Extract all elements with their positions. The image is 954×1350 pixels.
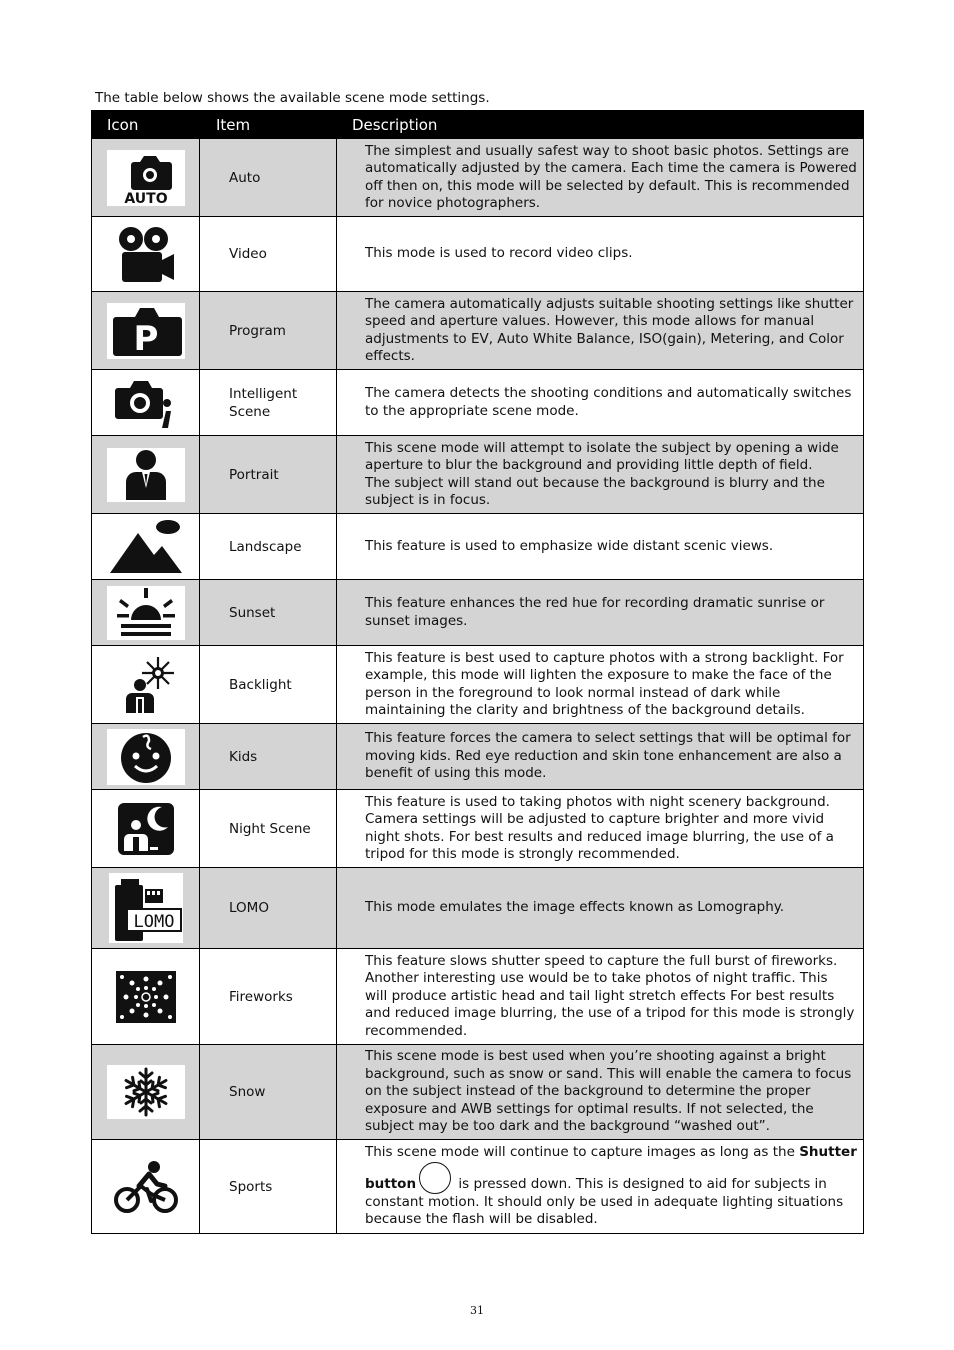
header-item: Item <box>200 111 337 139</box>
intelligent-scene-icon <box>114 374 178 432</box>
table-row <box>92 580 864 646</box>
table-row <box>92 949 864 1045</box>
table-row <box>92 1045 864 1140</box>
snowflake-icon <box>107 1065 185 1119</box>
item-name: Intelligent Scene <box>200 370 337 436</box>
scene-mode-table <box>91 110 864 1234</box>
kids-icon <box>107 729 185 785</box>
item-name: LOMO <box>200 868 337 949</box>
header-description: Description <box>337 111 864 139</box>
lomo-icon <box>109 873 183 943</box>
backlight-icon <box>116 655 176 715</box>
item-name: Video <box>200 217 337 292</box>
item-description: This mode is used to record video clips. <box>337 217 864 292</box>
item-description: This feature is used to emphasize wide distant scenic views. <box>337 514 864 580</box>
video-camera-icon <box>114 224 178 284</box>
item-name: Sunset <box>200 580 337 646</box>
svg-text:AUTO: AUTO <box>123 190 168 206</box>
header-icon: Icon <box>92 111 200 139</box>
item-description: This feature slows shutter speed to capture the full burst of fireworks. Another interesting use would be to take photos of night traffic. This will produce artistic head and tail light stretch effects For best results and reduced image blurring, the use of a tripod for this mode is strongly recommended. <box>337 949 864 1045</box>
svg-text:P: P <box>133 318 158 359</box>
shutter-button-label: Shutter button <box>365 1144 857 1192</box>
item-description: This feature enhances the red hue for recording dramatic sunrise or sunset images. <box>337 580 864 646</box>
table-header-row <box>92 111 864 139</box>
table-row <box>92 868 864 949</box>
svg-text:LOMO: LOMO <box>133 912 174 932</box>
shutter-button-icon <box>419 1162 451 1194</box>
page-number: 31 <box>470 1304 484 1317</box>
night-scene-icon <box>116 801 176 857</box>
table-row <box>92 1140 864 1234</box>
intro-text: The table below shows the available scene mode settings. <box>95 90 490 106</box>
item-description: This feature is used to taking photos with night scenery background. Camera settings will be adjusted to capture brighter and more vivid night shots. For best results and reduced image blurring, the use of a tripod for this mode is strongly recommended. <box>337 790 864 868</box>
item-description: The camera detects the shooting conditions and automatically switches to the appropriate scene mode. <box>337 370 864 436</box>
item-name: Portrait <box>200 436 337 514</box>
table-row <box>92 790 864 868</box>
item-name: Program <box>200 292 337 370</box>
table-row <box>92 724 864 790</box>
item-description: This feature is best used to capture photos with a strong backlight. For example, this mode will lighten the exposure to make the face of the person in the foreground to look normal instead of dark while maintaining the clarity and brightness of the background details. <box>337 646 864 724</box>
table-row <box>92 139 864 217</box>
item-name: Snow <box>200 1045 337 1140</box>
item-name: Sports <box>200 1140 337 1234</box>
item-name: Backlight <box>200 646 337 724</box>
table-row <box>92 436 864 514</box>
item-name: Kids <box>200 724 337 790</box>
table-row <box>92 646 864 724</box>
fireworks-icon <box>114 969 178 1025</box>
cyclist-icon <box>113 1159 179 1215</box>
item-description: This feature forces the camera to select settings that will be optimal for moving kids. Red eye reduction and skin tone enhancement are also a benefit of using this mode. <box>337 724 864 790</box>
item-name: Landscape <box>200 514 337 580</box>
item-name: Fireworks <box>200 949 337 1045</box>
landscape-icon <box>108 519 184 575</box>
item-description: The simplest and usually safest way to shoot basic photos. Settings are automatically adjusted by the camera. Each time the camera is Powered off then on, this mode will be selected by default. This is recommended for novice photographers. <box>337 139 864 217</box>
item-name: Auto <box>200 139 337 217</box>
table-row <box>92 217 864 292</box>
item-name: Night Scene <box>200 790 337 868</box>
item-description: This scene mode will attempt to isolate the subject by opening a wide aperture to blur the background and providing little depth of field. The subject will stand out because the background is blurry and the subject is in focus. <box>337 436 864 514</box>
item-description: This scene mode is best used when you’re shooting against a bright background, such as snow or sand. This will enable the camera to focus on the subject instead of the background to determine the proper exposure and AWB settings for optimal results. If not selected, the subject may be too dark and the background “washed out”. <box>337 1045 864 1140</box>
sunset-icon <box>107 586 185 640</box>
item-description: This scene mode will continue to capture images as long as the Shutter button is pressed down. This is designed to aid for subjects in constant motion. It should only be used in adequate lighting situations because the flash will be disabled. <box>337 1140 864 1234</box>
auto-icon <box>107 150 185 206</box>
item-description: The camera automatically adjusts suitable shooting settings like shutter speed and aperture values. However, this mode allows for manual adjustments to EV, Auto White Balance, ISO(gain), Metering, and Color effects. <box>337 292 864 370</box>
table-row <box>92 370 864 436</box>
item-description: This mode emulates the image effects known as Lomography. <box>337 868 864 949</box>
table-row <box>92 514 864 580</box>
portrait-icon <box>107 448 185 502</box>
table-row <box>92 292 864 370</box>
program-icon <box>107 303 185 359</box>
